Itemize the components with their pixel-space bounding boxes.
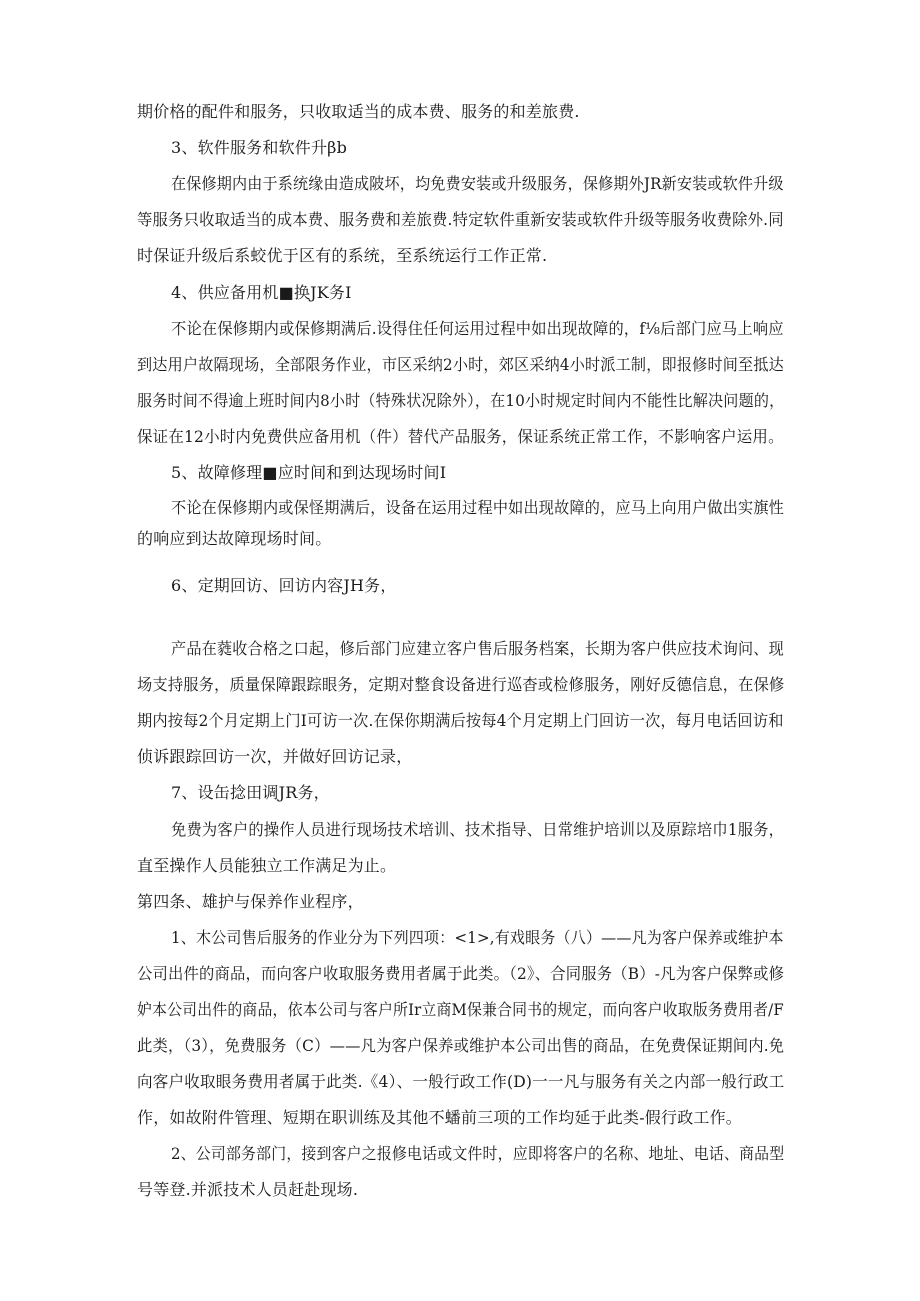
section-heading: 第四条、雄护与保养作业程序， [137, 892, 364, 911]
text-line: 时保证升级后系蛟优于区有的系统，至系统运行工作正常. [137, 246, 548, 265]
text-line: 公司出件的商品，而向客户收取服务费用者属于此类。（2》、合同服务（B）-凡为客户保弊或修 [137, 964, 785, 983]
text-line: 到达用户故隔现场，全部限务作业，市区采纳2小时，郊区采纳4小时派工制，即报修时间至抵达 [137, 355, 784, 374]
text-line: 期价格的配件和服务，只收取适当的成本费、服务的和差旅费. [137, 102, 580, 121]
section-heading: 5、故障修理■应时间和到达现场时间I [171, 463, 447, 482]
text-line: 服务时间不得逾上班时间内8小时（特殊状况除外），在10小时规定时间内不能性比解决问题的， [137, 391, 785, 410]
text-line: 等服务只收取适当的成本费、服务费和差旅费.特定软件重新安装或软件升级等服务收费除外.同 [137, 210, 784, 229]
text-line: 2、公司部务部门，接到客户之报修电话或文件时，应即将客户的名称、地址、电话、商品型 [171, 1144, 785, 1163]
text-line: 向客户收取眼务费用者属于此类.《4）、一般行政工作(D)一一凡与服务有关之内部一般行政工 [137, 1072, 785, 1091]
section-heading: 7、设缶捻田调JR务， [171, 783, 330, 802]
section-heading: 4、供应备用机■换JK务I [171, 283, 352, 302]
text-line: 号等登.并派技术人员赶赴现场. [137, 1180, 359, 1199]
text-line: 1、木公司售后服务的作业分为下列四项：<1>,有戏眼务（八）——凡为客户保养或维护本 [171, 928, 784, 947]
text-line: 的响应到达故障现场时间。 [137, 529, 332, 548]
text-line: 侦诉跟踪回访一次，并做好回访记录， [137, 747, 413, 766]
text-line: 不论在保修期内或保修期满后.设得住任何运用过程中如出现故障的，f⅛后部门应马上响应 [171, 319, 784, 338]
text-line: 免费为客户的操作人员进行现场技术培训、技术指导、日常维护培训以及原踪培巾1服务， [171, 820, 785, 839]
text-line: 此类，（3），免费服务（C）——凡为客户保养或维护本公司出售的商品，在免费保证期间内.免 [137, 1036, 785, 1055]
text-line: 不论在保修期内或保怪期满后，设备在运用过程中如出现故障的，应马上向用户做出实旗性 [171, 498, 785, 517]
text-line: 在保修期内由于系统缘由造成陂坏，均免费安装或升级服务，保修期外JR新安装或软件升级 [171, 174, 784, 193]
text-line: 妒本公司出件的商品，依本公司与客户所Ir立商M保兼合同书的规定，而向客户收取版务费用者/F [137, 1000, 784, 1019]
text-line: 期内按每2个月定期上门I可访一次.在保你期满后按每4个月定期上门回访一次，每月电话回访和 [137, 711, 784, 730]
section-heading: 3、软件服务和软件升βb [171, 138, 348, 157]
text-line: 产品在蕤收合格之口起，修后部门应建立客户售后服务档案，长期为客户供应技术询问、现 [171, 639, 785, 658]
text-line: 保证在12小时内免费供应备用机（件）替代产品服务，保证系统正常工作，不影响客户运用。 [137, 427, 784, 446]
section-heading: 6、定期回访、回访内容JH务， [171, 576, 397, 595]
text-line: 直至操作人员能独立工作满足为止。 [137, 856, 397, 875]
text-line: 作，如故附件管理、短期在职训练及其他不蟠前三项的工作均延于此类-假行政工作。 [137, 1108, 743, 1127]
text-line: 场支持服务，质量保障跟踪眼务，定期对整食设备进行巡杳或检修服务，刚好反德信息，在保修 [137, 675, 785, 694]
